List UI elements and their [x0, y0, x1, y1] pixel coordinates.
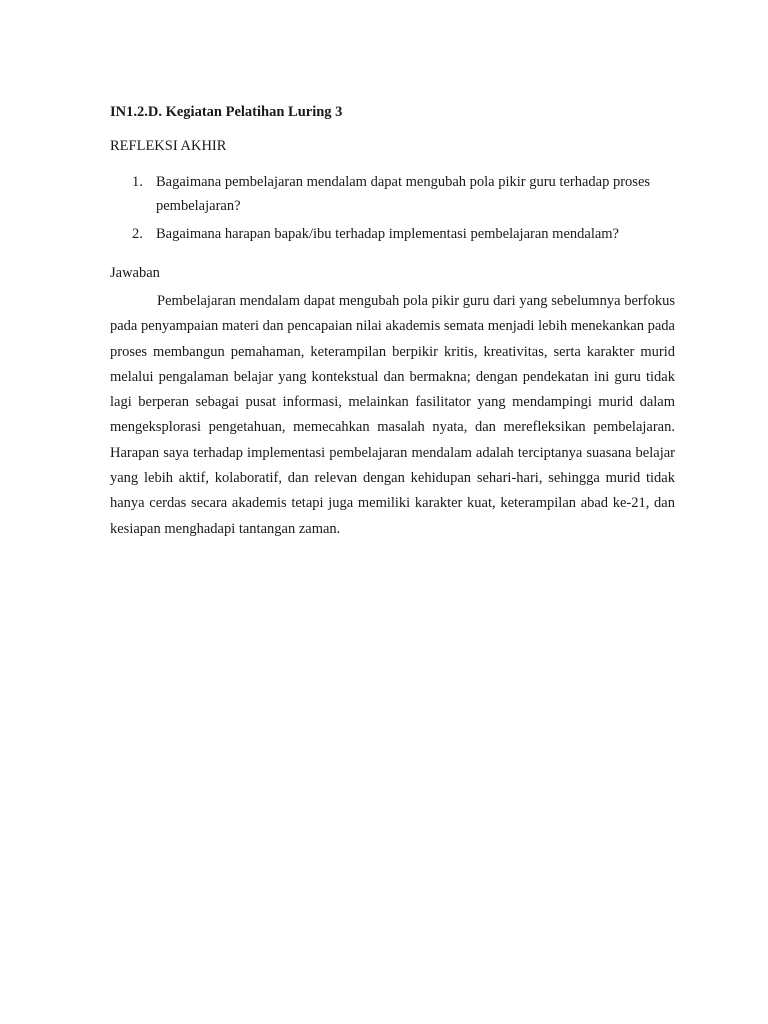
- answer-label: Jawaban: [110, 265, 160, 281]
- question-item: [110, 222, 680, 246]
- question-text: Bagaimana pembelajaran mendalam dapat mengubah pola pikir guru terhadap proses pembelajaran?: [156, 174, 651, 214]
- answer-paragraph: Pembelajaran mendalam dapat mengubah pola pikir guru dari yang sebelumnya berfokus pada penyampaian materi dan pencapaian nilai akademis semata menjadi lebih menekankan pada proses membangun pemahaman, keterampilan berpikir kritis, kreativitas, serta karakter murid melalui pengalaman belajar yang kontekstual dan bermakna; dengan pendekatan ini guru tidak lagi berperan sebagai pusat informasi, melainkan fasilitator yang mendampingi murid dalam mengeksplorasi pengetahuan, memecahkan masalah nyata, dan merefleksikan pembelajaran. Harapan saya terhadap implementasi pembelajaran mendalam adalah terciptanya suasana belajar yang lebih aktif, kolaboratif, dan relevan dengan kehidupan sehari-hari, sehingga murid tidak hanya cerdas secara akademis tetapi juga memiliki karakter kuat, keterampilan abad ke-21, dan kesiapan menghadapi tantangan zaman.: [110, 293, 675, 537]
- section-title: REFLEKSI AKHIR: [110, 138, 227, 154]
- question-list: [110, 170, 680, 250]
- question-text: Bagaimana harapan bapak/ibu terhadap implementasi pembelajaran mendalam?: [156, 226, 619, 242]
- question-number: 2.: [132, 226, 143, 242]
- question-item: [110, 170, 680, 218]
- document-heading: IN1.2.D. Kegiatan Pelatihan Luring 3: [110, 104, 343, 120]
- question-number: 1.: [132, 174, 143, 190]
